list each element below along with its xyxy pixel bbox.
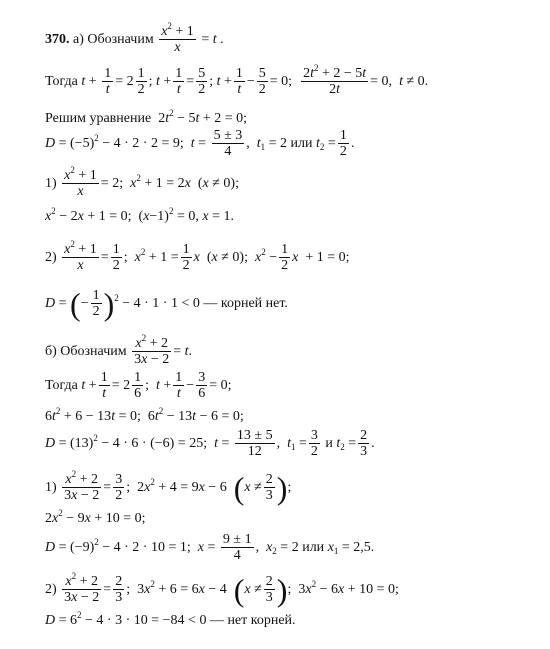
line-b-case2: 2) $\frac{x^2 + 2}{3x - 2}$ = $\frac{2}{3}$ ; $3x^2 + 6 = 6x - 4$ (x ≠ $\frac{2}{3}$ ); $3x^2 - 6x + 10 = 0$; <box>45 571 399 608</box>
line-a-case1-solution: $x^2 - 2x + 1 = 0$; $(x-1)^2 = 0$, x = 1. <box>45 206 234 224</box>
line-b-case1-solution: $D = (-9)^2 - 4 \cdot 2 \cdot 10 = 1$; x = $\frac{9 \pm 1}{4}$ , $x_2 = 2$ или $x_1 = 2,5$. <box>45 532 375 564</box>
part-b-no-roots: — нет корней. <box>209 613 296 628</box>
part-b-then: Тогда <box>45 378 78 394</box>
line-a-then: Тогда t + $\frac{1}{t}$ = 2 $\frac{1}{2}$ ; t + $\frac{1}{t}$ = $\frac{5}{2}$ ; t + $\frac{1}{t}$ − $\frac{5}{2}$ = 0; $\frac{2t^2 + 2 - 5t}{2t}$ = 0, t ≠ 0. <box>45 63 429 98</box>
line-b-then: Тогда t + $\frac{1}{t}$ = 2 $\frac{1}{6}$ ; t + $\frac{1}{t}$ − $\frac{3}{6}$ = 0; <box>45 370 232 402</box>
line-a-case1: 1) $\frac{x^2 + 1}{x}$ = 2; $x^2 + 1 = 2x$ (x ≠ 0); <box>45 165 239 200</box>
line-a-case2: 2) $\frac{x^2 + 1}{x}$ = $\frac{1}{2}$ ; $x^2 + 1$ = $\frac{1}{2}$ x (x ≠ 0); $x^2$ − $\frac{1}{2}$ x + 1 = 0; <box>45 239 350 274</box>
line-b-case1: 1) $\frac{x^2 + 2}{3x - 2}$ = $\frac{3}{2}$ ; $2x^2 + 4 = 9x - 6$ (x ≠ $\frac{2}{3}$ ); <box>45 469 292 506</box>
line-b-case2-discriminant: $D = 6^2 - 4 \cdot 3 \cdot 10 = -84 < 0$ — нет корней. <box>45 610 296 628</box>
line-a-case2-discriminant: D = (− $\frac{1}{2}$ )$^2$ − 4 · 1 · 1 < 0 — корней нет. <box>45 285 288 322</box>
part-a-intro: а) Обозначим <box>73 32 154 48</box>
part-b-intro: б) Обозначим <box>45 344 127 360</box>
part-a-then: Тогда <box>45 74 78 90</box>
line-b-discriminant: $D = (13)^2 - 4 \cdot 6 \cdot (-6) = 25$; t = $\frac{13 \pm 5}{12}$ , $t_1$ = $\frac{3}{2}$ и $t_2$ = $\frac{2}{3}$ . <box>45 428 375 460</box>
line-a-solve: Решим уравнение $2t^2 - 5t + 2 = 0$; <box>45 108 248 126</box>
line-b-case1-equation: $2x^2 - 9x + 10 = 0$; <box>45 508 146 526</box>
problem-number: 370. <box>45 32 70 48</box>
part-b-or: или <box>302 540 325 556</box>
part-a-solve-heading: Решим уравнение <box>45 111 152 126</box>
line-a-discriminant: $D = (-5)^2 - 4 \cdot 2 \cdot 2 = 9$; t = $\frac{5 \pm 3}{4}$ , $t_1 = 2$ или $t_2$ = $\frac{1}{2}$ . <box>45 128 355 160</box>
part-a-or: или <box>290 136 313 152</box>
line-a-intro: 370. а) Обозначим $\frac{x^2 + 1}{x}$ = t . <box>45 21 224 56</box>
line-b-equation: $6t^2 + 6 - 13t = 0$; $6t^2 - 13t - 6 = 0$; <box>45 406 244 424</box>
part-a-no-roots: — корней нет. <box>203 296 288 312</box>
line-b-intro: б) Обозначим $\frac{x^2 + 2}{3x - 2}$ = t. <box>45 333 193 368</box>
